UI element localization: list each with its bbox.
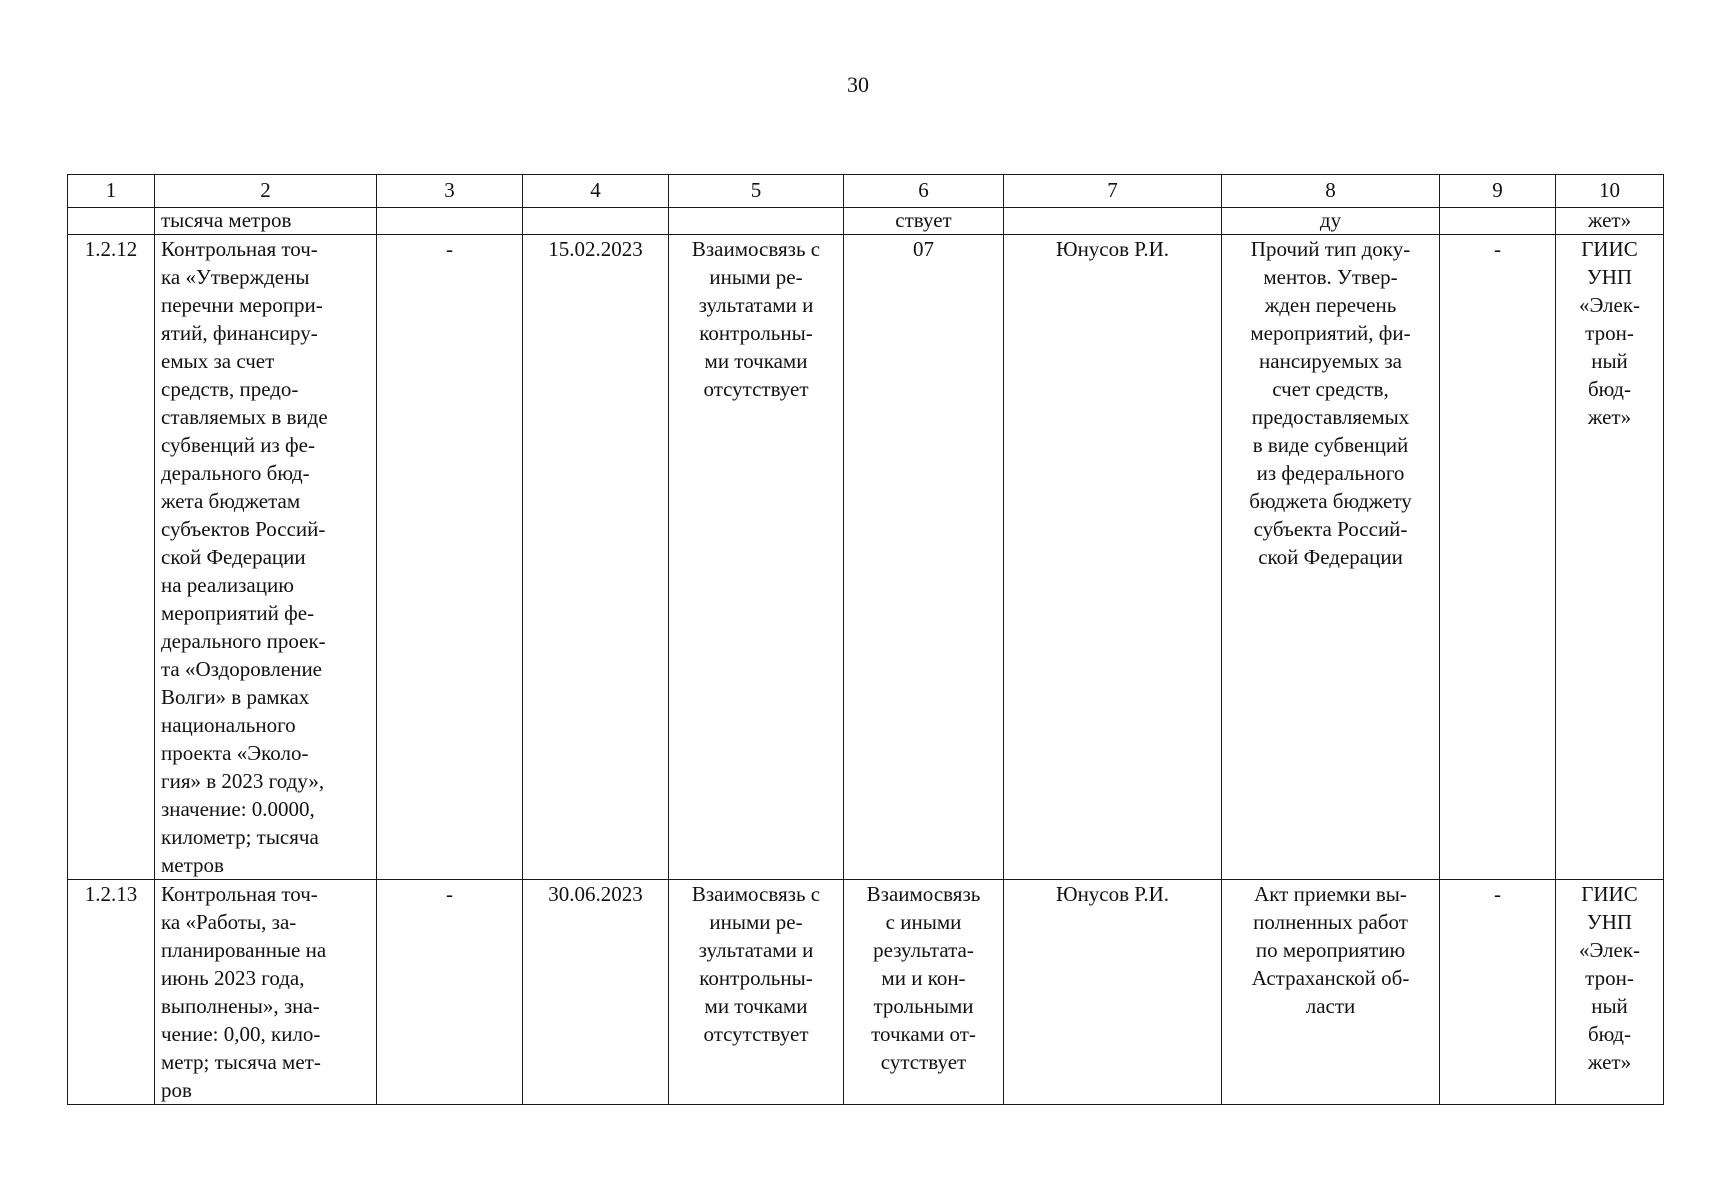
document-type: Акт приемки вы- полненных работ по мероприятию Астраханской об- ласти [1251,882,1410,1018]
column-number-header: 5 [669,175,844,208]
relationship-cell: Взаимосвязь с иными результата- ми и кон- трольными точками от- сутствует [866,882,981,1074]
table-row [68,235,1664,880]
measures-table [67,174,1664,1105]
table-cell: 07 [913,237,934,261]
table-cell [68,208,155,235]
responsible-person: Юнусов Р.И. [1055,237,1170,261]
row-number: 1.2.12 [84,237,138,261]
table-cell [523,208,669,235]
information-system: ГИИС УНП «Элек- трон- ный бюд- жет» [1578,237,1641,429]
table-cell: - [1494,882,1501,906]
column-number-header: 3 [377,175,523,208]
control-point-name: Контрольная точ- ка «Утверждены перечни меропри- ятий, финансиру- емых за счет средств, предо- ставляемых в виде субвенций из фе- дерального бюд- жета бюджетам субъектов Россий- ской Федерации на реализацию мероприятий фе- дерального проек- та «Оздоровление Волги» в рамках национального проекта «Эколо- гия» в 2023 году», значение: 0.0000, километр; тысяча метров [161,237,328,877]
table-cell: жет» [1556,208,1664,235]
information-system: ГИИС УНП «Элек- трон- ный бюд- жет» [1578,882,1641,1074]
column-number-header: 8 [1222,175,1440,208]
due-date: 15.02.2023 [548,237,643,261]
column-number-header: 4 [523,175,669,208]
table-cell: - [446,237,453,261]
column-number-header: 9 [1440,175,1556,208]
continuation-row [68,208,1664,235]
column-number-header: 10 [1556,175,1664,208]
table-cell: - [446,882,453,906]
column-number-header: 1 [68,175,155,208]
control-point-name: Контрольная точ- ка «Работы, за- планированные на июнь 2023 года, выполнены», зна- чение: 0,00, кило- метр; тысяча мет- ров [161,882,327,1102]
document-type: Прочий тип доку- ментов. Утвер- жден перечень мероприятий, фи- нансируемых за счет средств, предоставляемых в виде субвенций из федерального бюджета бюджету субъекта Россий- ской Федерации [1249,237,1412,569]
table-cell [1440,208,1556,235]
table-row [68,880,1664,1105]
relationship-cell: Взаимосвязь с иными ре- зультатами и контрольны- ми точками отсутствует [691,237,821,401]
column-number-header: 2 [155,175,377,208]
table-header-row [68,175,1664,208]
table-cell [1004,208,1222,235]
column-number-header: 7 [1004,175,1222,208]
responsible-person: Юнусов Р.И. [1055,882,1170,906]
table-cell [669,208,844,235]
table-cell [377,208,523,235]
page-number: 30 [847,72,869,97]
column-number-header: 6 [844,175,1004,208]
due-date: 30.06.2023 [548,882,643,906]
table-cell: - [1494,237,1501,261]
table-cell: ду [1222,208,1440,235]
relationship-cell: Взаимосвязь с иными ре- зультатами и контрольны- ми точками отсутствует [691,882,821,1046]
table-cell: ствует [844,208,1004,235]
row-number: 1.2.13 [84,882,138,906]
table-cell: тысяча метров [155,208,377,235]
